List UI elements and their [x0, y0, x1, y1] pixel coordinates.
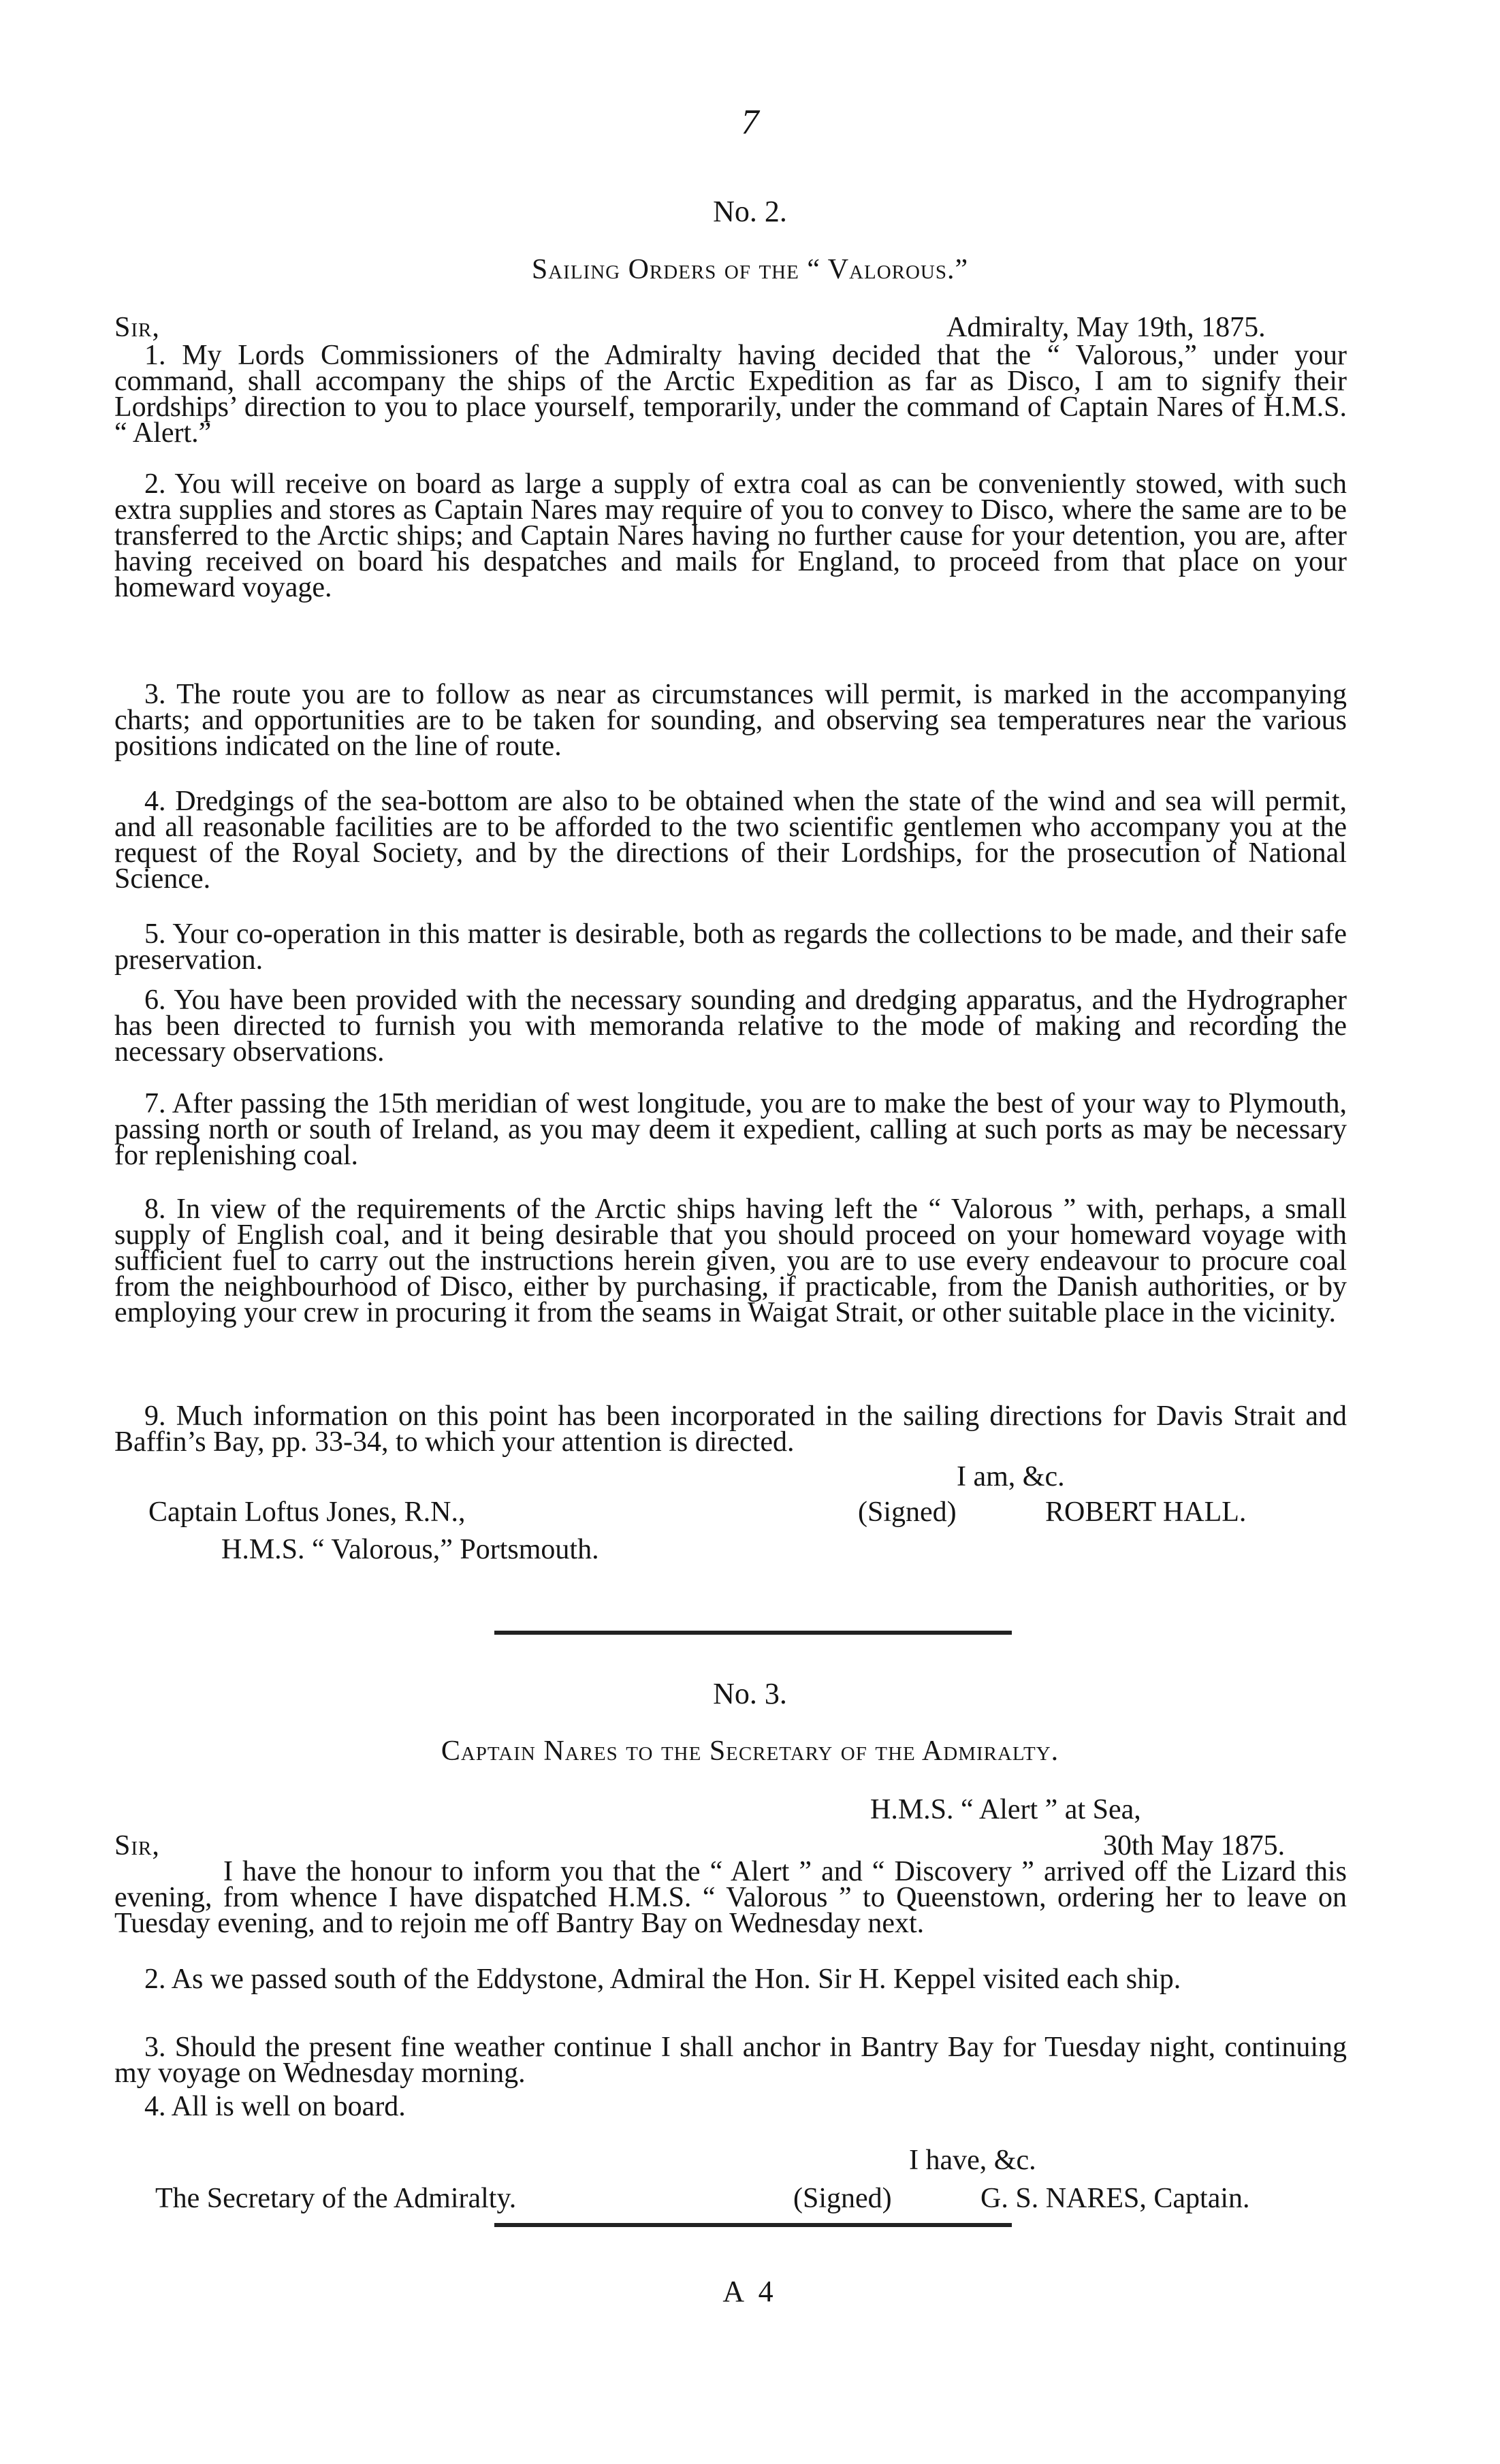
doc3-closing: I have, &c.: [909, 2145, 1036, 2176]
doc2-paragraph-7: 7. After passing the 15th meridian of west longitude, you are to make the best of your way to Plymouth, passing north or south of Ireland, as you may deem it expedient, calling at such ports as may be necessary for replenishing coal.: [114, 1088, 1347, 1171]
doc2-salutation: Sir,: [114, 312, 160, 343]
doc2-addressee-line1: Captain Loftus Jones, R.N.,: [148, 1497, 466, 1528]
doc2-paragraph-5: 5. Your co-operation in this matter is desirable, both as regards the collections to be made, and their safe preservation.: [114, 918, 1347, 976]
doc3-signed-label: (Signed): [793, 2183, 892, 2214]
doc2-paragraph-9: 9. Much information on this point has been incorporated in the sailing directions for Davis Strait and Baffin’s Bay, pp. 33-34, to which your attention is directed.: [114, 1401, 1347, 1458]
footer-signature-mark: A 4: [722, 2275, 778, 2308]
page-number: 7: [741, 103, 759, 142]
section-divider: [494, 1631, 1012, 1635]
doc2-title: Sailing Orders of the “ Valorous.”: [531, 254, 969, 285]
doc3-salutation: Sir,: [114, 1830, 160, 1861]
doc3-date: 30th May 1875.: [1103, 1830, 1286, 1861]
doc2-paragraph-1: 1. My Lords Commissioners of the Admiralty having decided that the “ Valorous,” under your command, shall accompany the ships of the Arctic Expedition as far as Disco, I am to signify their Lordships’ direction to you to place yourself, temporarily, under the command of Captain Nares of H.M.S. “ Alert.”: [114, 340, 1347, 449]
doc2-paragraph-3: 3. The route you are to follow as near as circumstances will permit, is marked in the accompanying charts; and opportunities are to be taken for sounding, and observing sea temperatures near the various positions indicated on the line of route.: [114, 679, 1347, 762]
doc2-paragraph-2: 2. You will receive on board as large a supply of extra coal as can be conveniently stowed, with such extra supplies and stores as Captain Nares may require of you to convey to Disco, where the same are to be transferred to the Arctic ships; and Captain Nares having no further cause for your detention, you are, after having received on board his despatches and mails for England, to proceed from that place on your homeward voyage.: [114, 468, 1347, 603]
doc2-closing: I am, &c.: [957, 1461, 1065, 1492]
doc2-dateline: Admiralty, May 19th, 1875.: [946, 312, 1266, 343]
doc2-signed-label: (Signed): [858, 1497, 957, 1528]
doc2-signatory: ROBERT HALL.: [1045, 1497, 1247, 1528]
doc2-paragraph-4: 4. Dredgings of the sea-bottom are also to be obtained when the state of the wind and sea will permit, and all reasonable facilities are to be afforded to the two scientific gentlemen who accompany you at the request of the Royal Society, and by the directions of their Lordships, for the prosecution of National Science.: [114, 786, 1347, 895]
doc2-heading: No. 2.: [713, 195, 787, 228]
doc2-paragraph-8: 8. In view of the requirements of the Arctic ships having left the “ Valorous ” with, perhaps, a small supply of English coal, and it being desirable that you should proceed on your homeward voyage with sufficient fuel to carry out the instructions herein given, you are to use every endeavour to procure coal from the neighbourhood of Disco, either by purchasing, if practicable, from the Danish authorities, or by employing your crew in procuring it from the seams in Waigat Strait, or other suitable place in the vicinity.: [114, 1194, 1347, 1328]
doc3-title: Captain Nares to the Secretary of the Admiralty.: [441, 1735, 1059, 1767]
doc3-paragraph-1: I have the honour to inform you that the “ Alert ” and “ Discovery ” arrived off the Lizard this evening, from whence I have dispatched H.M.S. “ Valorous ” to Queenstown, ordering her to leave on Tuesday evening, and to rejoin me off Bantry Bay on Wednesday next.: [114, 1856, 1347, 1939]
doc3-heading: No. 3.: [713, 1677, 787, 1710]
doc3-paragraph-4: 4. All is well on board.: [144, 2091, 406, 2122]
doc3-addressee: The Secretary of the Admiralty.: [155, 2183, 517, 2214]
doc3-location: H.M.S. “ Alert ” at Sea,: [870, 1794, 1141, 1825]
closing-divider: [494, 2223, 1012, 2227]
doc2-addressee-line2: H.M.S. “ Valorous,” Portsmouth.: [221, 1534, 599, 1565]
doc3-signatory: G. S. NARES, Captain.: [980, 2183, 1250, 2214]
doc3-paragraph-3: 3. Should the present fine weather continue I shall anchor in Bantry Bay for Tuesday night, continuing my voyage on Wednesday morning.: [114, 2032, 1347, 2089]
doc3-paragraph-2: 2. As we passed south of the Eddystone, Admiral the Hon. Sir H. Keppel visited each ship.: [144, 1964, 1181, 1995]
doc2-paragraph-6: 6. You have been provided with the necessary sounding and dredging apparatus, and the Hydrographer has been directed to furnish you with memoranda relative to the mode of making and recording the necessary observations.: [114, 985, 1347, 1068]
